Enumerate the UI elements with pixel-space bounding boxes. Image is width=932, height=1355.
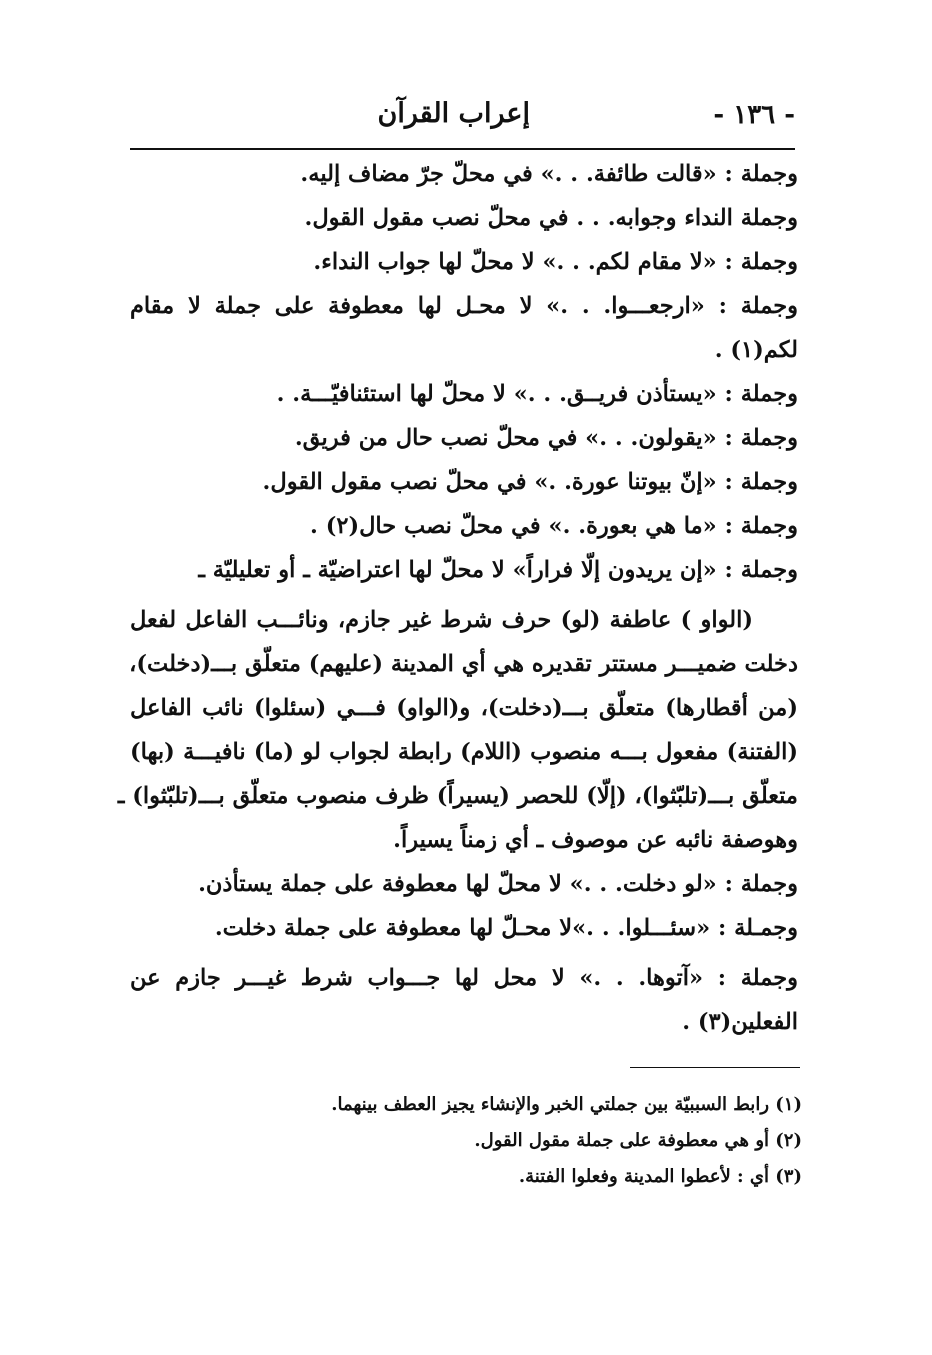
header-divider <box>130 148 795 150</box>
text-line: وجملة : «إن يريدون إلّا فراراً» لا محلّ لها اعتراضيّة ـ أو تعليليّة ـ <box>198 557 798 583</box>
text-line: وجملة : «لو دخلت. . .» لا محلّ لها معطوفة على جملة يستأذن. <box>198 871 798 897</box>
footnote: (١) رابط السببيّة بين جملتي الخبر والإنشاء يجيز العطف بينهما. <box>331 1094 802 1115</box>
text-line: وجملة النداء وجوابه. . . في محلّ نصب مقول القول. <box>304 205 798 231</box>
footnote: (٢) أو هي معطوفة على جملة مقول القول. <box>474 1130 802 1151</box>
page-header <box>130 92 795 148</box>
text-line: وجملة : «يستأذن فريــق. . .» لا محلّ لها استئنافيّـــة. . <box>276 381 798 407</box>
text-line: (الواو ) عاطفة (لو) حرف شرط غير جازم، ونائـــب الفاعل لفعل <box>130 607 753 633</box>
text-line: دخلت ضميـــر مستتر تقديره هي أي المدينة (عليهم) متعلّق بـــ(دخلت)، <box>129 651 798 677</box>
text-line: وجملة : «يقولون. . .» في محلّ نصب حال من فريق. <box>294 425 798 451</box>
running-title: إعراب القرآن <box>377 98 530 129</box>
text-line: وجملة : «إنّ بيوتنا عورة. .» في محلّ نصب مقول القول. <box>262 469 798 495</box>
footnotes <box>130 1087 802 1195</box>
text-line: متعلّق بـــ(تلبّثوا)، (إلّا) للحصر (يسيراً) ظرف منصوب متعلّق بـــ(تلبّثوا) ـ <box>117 783 798 809</box>
text-line: (من أقطارها) متعلّق بـــ(دخلت)، و(الواو) فـــي (سئلوا) نائب الفاعل <box>130 695 798 721</box>
text-line: الفعلين(٣) . <box>682 1009 798 1035</box>
text-line: وجملة : «ارجعـــوا. . .» لا محـل لها معطوفة على جملة لا مقام <box>130 293 798 319</box>
text-line: وجملة : «لا مقام لكم. . .» لا محلّ لها جواب النداء. <box>313 249 798 275</box>
footnote-divider <box>630 1067 800 1068</box>
text-line: وجملة : «ما هي بعورة. .» في محلّ نصب حال(٢) . <box>310 513 798 539</box>
text-line: وجملة : «آتوها. . .» لا محل لها جـــواب شرط غيـــر جازم عن <box>130 965 798 991</box>
text-line: وجملة : «قالت طائفة. . .» في محلّ جرّ مضاف إليه. <box>300 161 798 187</box>
main-text <box>117 152 798 1044</box>
text-line: (الفتنة) مفعول بـــه منصوب (اللام) رابطة لجواب لو (ما) نافيـــة (بها) <box>130 739 798 765</box>
text-line: وهوصفة نائبه عن موصوف ـ أي زمناً يسيراً. <box>393 827 798 853</box>
footnote: (٣) أي : لأعطوا المدينة وفعلوا الفتنة. <box>518 1166 802 1187</box>
text-line: لكم(١) . <box>714 337 798 363</box>
page-number: - ١٣٦ - <box>713 100 795 130</box>
text-line: وجمـلة : «سئـــلوا. . .»لا محـلّ لها معطوفة على جملة دخلت. <box>214 915 798 941</box>
